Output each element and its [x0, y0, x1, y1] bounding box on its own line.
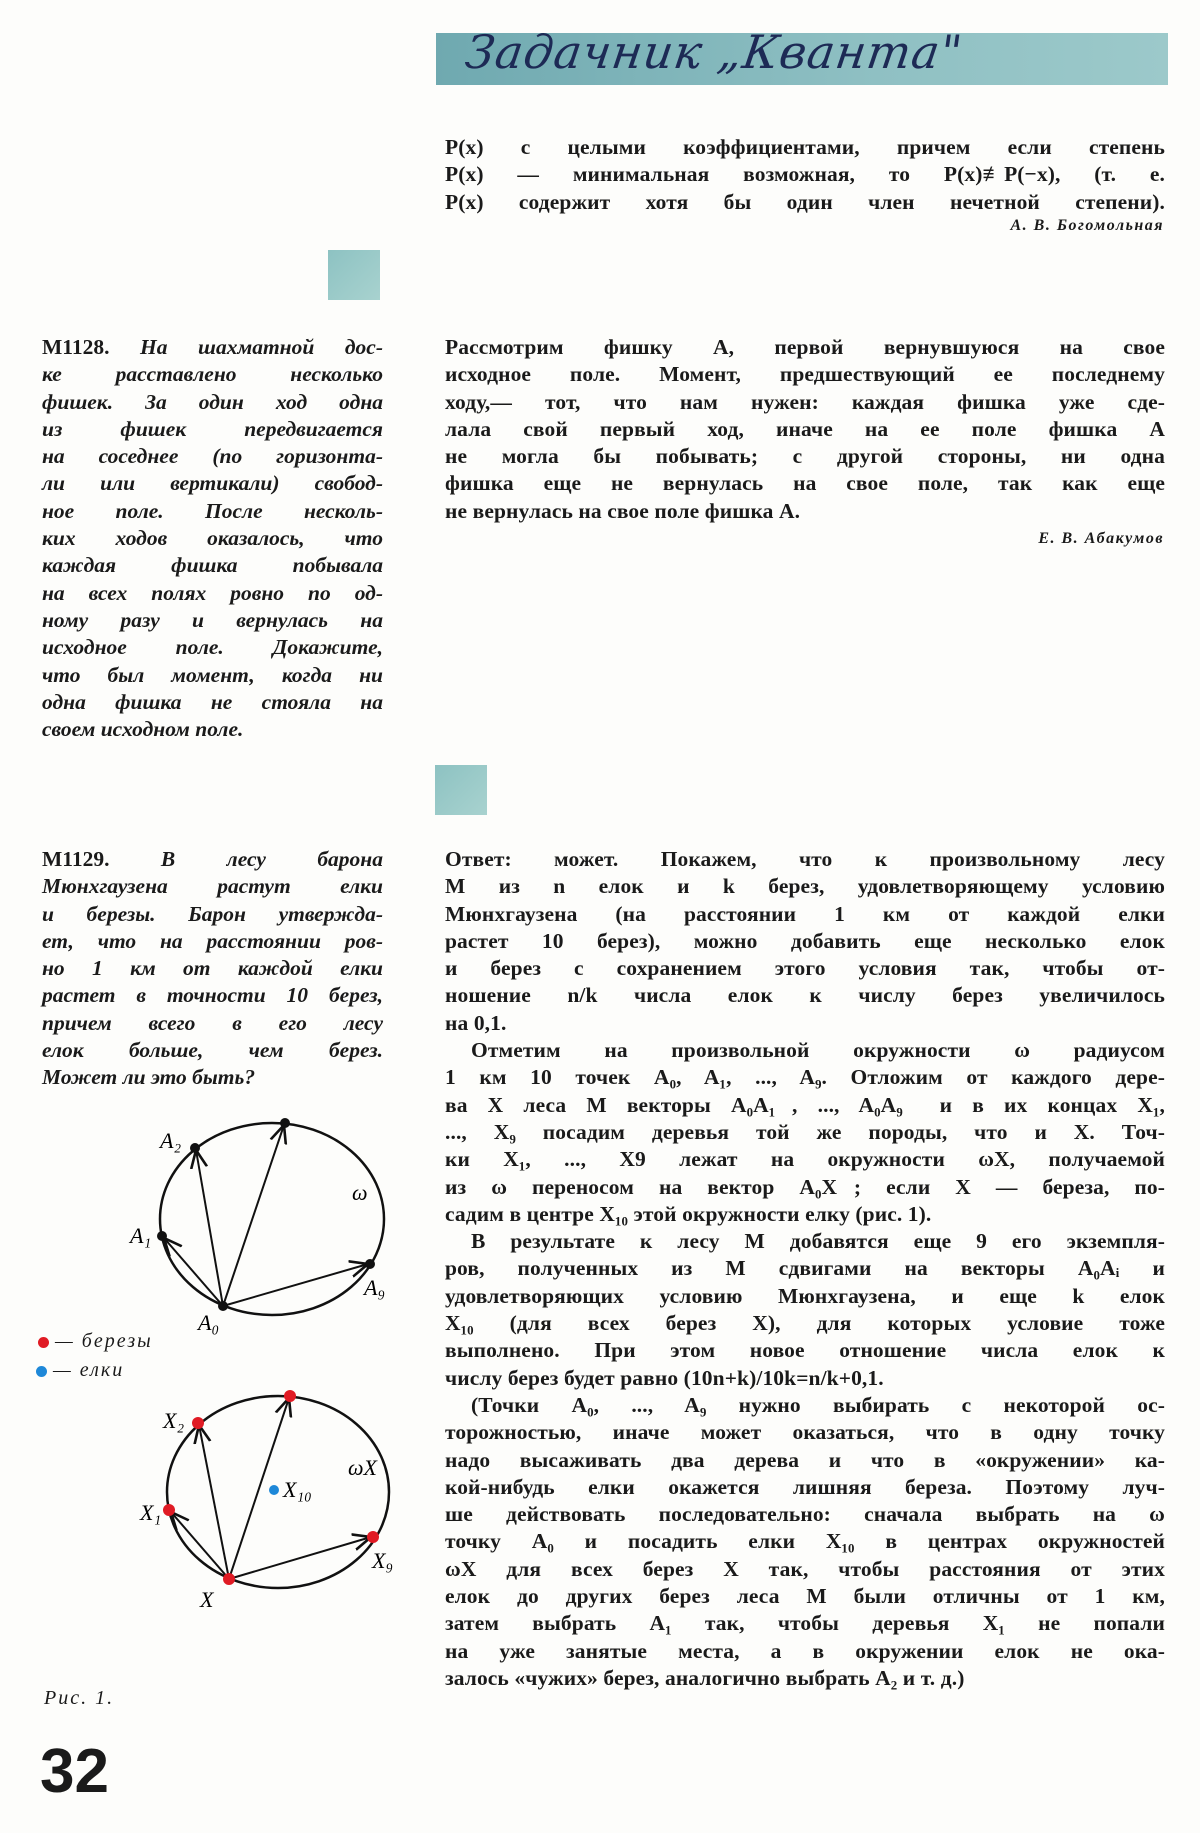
text-line: ва X леса M векторы A₀A₁⃗, ..., A₀A₉⃗ и в их концах X₁,: [445, 1092, 1165, 1117]
text-line: исходное поле. Момент, предшествующий ее последнему: [445, 362, 1165, 387]
text-line: Мюнхгаузена растут елки: [42, 874, 383, 899]
problem-number: M1129.: [42, 847, 110, 871]
text-line: каждая фишка побывала: [42, 553, 383, 578]
text-line: ωX для всех берез X так, чтобы расстояния от этих: [445, 1556, 1165, 1581]
text-line: ное поле. После несколь-: [42, 498, 383, 523]
circle-omega-x: [139, 1390, 393, 1612]
problem-text: На шахматной дос-: [109, 335, 383, 359]
point-label: X: [200, 1587, 214, 1612]
text-line: и берез с сохранением этого условия так, чтобы от-: [445, 956, 1165, 981]
text-line: точку A₀ и посадить елки X₁₀ в центрах окружностей: [445, 1529, 1165, 1554]
text-line: лала свой первый ход, иначе на ее поле фишка A: [445, 416, 1165, 441]
text-line: но 1 км от каждой елки: [42, 956, 383, 981]
text-line: садим в центре X₁₀ этой окружности елку (рис. 1).: [445, 1201, 932, 1226]
problem-text: В лесу барона: [109, 847, 383, 871]
text-line: выполнено. При этом новое отношение числа елок к: [445, 1338, 1165, 1363]
red-dot-icon: [38, 1337, 49, 1348]
author: Е. В. Абакумов: [1038, 530, 1164, 547]
text-line: удовлетворяющих условию Мюнхгаузена, и еще k елок: [445, 1283, 1165, 1308]
text-line: не могла бы побывать; с другой стороны, ни одна: [445, 444, 1165, 469]
text-line: ких ходов оказалось, что: [42, 526, 383, 551]
text-line: торожностью, иначе может оказаться, что в одну точку: [445, 1420, 1165, 1445]
text-line: M из n елок и k берез, удовлетворяющему условию: [445, 874, 1165, 899]
text-line: (Точки A₀, ..., A₉ нужно выбирать с некоторой ос-: [471, 1392, 1165, 1417]
text-line: X₁₀ (для всех берез X), для которых условие тоже: [445, 1311, 1165, 1336]
circle-omega: [128, 1118, 385, 1335]
point-label: A₂: [160, 1128, 182, 1153]
text-line: кой-нибудь елки окажется лишняя береза. Поэтому луч-: [445, 1474, 1165, 1499]
text-line: ке расставлено несколько: [42, 362, 383, 387]
section-title: Задачник „Кванта": [462, 25, 967, 79]
point-label: X₁: [140, 1500, 162, 1525]
text-line: на 0,1.: [445, 1010, 507, 1035]
legend-fir: [36, 1359, 124, 1382]
text-line: из фишек передвигается: [42, 416, 383, 441]
text-line: ше действовать последовательно: сначала выбрать на ω: [445, 1502, 1165, 1527]
text-line: фишек. За один ход одна: [42, 389, 383, 414]
legend-birch: [38, 1330, 153, 1353]
problem-number: M1128.: [42, 335, 110, 359]
text-line: на соседнее (по горизонта-: [42, 444, 383, 469]
text-line: Рассмотрим фишку A, первой вернувшуюся на свое: [445, 335, 1165, 359]
text-line: одна фишка не стояла на: [42, 689, 383, 714]
text-line: В результате к лесу M добавятся еще 9 его экземпля-: [471, 1229, 1165, 1254]
circle-label: ω: [352, 1180, 368, 1205]
text-line: елок до других берез леса M были отличны от 1 км,: [445, 1584, 1165, 1609]
text-line: надо высаживать два дерева и что в «окружении» ка-: [445, 1447, 1165, 1472]
point-label: X₉: [372, 1548, 394, 1573]
text-line: ..., X₉ посадим деревья той же породы, что и X. Точ-: [445, 1119, 1165, 1144]
text-line: причем всего в его лесу: [42, 1010, 383, 1035]
author: А. В. Богомольная: [1010, 217, 1164, 234]
text-line: ки X₁, ..., X9 лежат на окружности ωX, получаемой: [445, 1147, 1165, 1172]
text-line: не вернулась на свое поле фишка A.: [445, 498, 801, 523]
text-line: растет в точности 10 берез,: [42, 983, 383, 1008]
point-label: A₀: [198, 1310, 220, 1335]
text-line: Ответ: может. Покажем, что к произвольному лесу: [445, 847, 1165, 871]
page-number: 32: [40, 1737, 109, 1806]
circle-label: ωX: [348, 1455, 377, 1480]
legend-label: — березы: [55, 1330, 153, 1352]
center-label: X₁₀: [283, 1477, 312, 1502]
text-line: 1 км 10 точек A₀, A₁, ..., A₉. Отложим от каждого дере-: [445, 1065, 1165, 1090]
text-line: Отметим на произвольной окружности ω радиусом: [471, 1038, 1165, 1063]
text-line: ходу,— тот, что нам нужен: каждая фишка уже сде-: [445, 389, 1165, 414]
figure-caption: Рис. 1.: [44, 1687, 115, 1709]
legend-label: — елки: [53, 1359, 125, 1381]
text-line: P(x) содержит хотя бы один член нечетной степени).: [445, 189, 1165, 214]
text-line: на всех полях ровно по од-: [42, 580, 383, 605]
text-line: что был момент, когда ни: [42, 662, 383, 687]
point-label: X₂: [163, 1408, 185, 1433]
text-line: ли или вертикали) свобод-: [42, 471, 383, 496]
text-line: из ω переносом на вектор A₀X⃗; если X — береза, по-: [445, 1174, 1165, 1199]
text-line: на уже занятые места, а в окружении елок не ока-: [445, 1638, 1165, 1663]
text-line: растет 10 берез), можно добавить еще несколько елок: [445, 928, 1165, 953]
text-line: ному разу и вернулась на: [42, 607, 383, 632]
text-line: P(x) — минимальная возможная, то P(x)≢P(−x), (т. е.: [445, 162, 1165, 187]
text-line: Может ли это быть?: [42, 1065, 256, 1090]
text-line: и березы. Барон утвержда-: [42, 901, 383, 926]
text-line: фишка еще не вернулась на свое поле, так как еще: [445, 471, 1165, 496]
text-line: P(x) с целыми коэффициентами, причем если степень: [445, 135, 1165, 159]
point-label: A₉: [364, 1275, 386, 1300]
blue-dot-icon: [36, 1366, 47, 1377]
text-line: ров, полученных из M сдвигами на векторы A₀Aᵢ и: [445, 1256, 1165, 1281]
text-line: затем выбрать A₁ так, чтобы деревья X₁ не попали: [445, 1611, 1165, 1636]
text-line: ношение n/k числа елок к числу берез увеличилось: [445, 983, 1165, 1008]
text-line: своем исходном поле.: [42, 717, 244, 742]
text-line: Мюнхгаузена (на расстоянии 1 км от каждой елки: [445, 901, 1165, 926]
text-line: ет, что на расстоянии ров-: [42, 928, 383, 953]
text-line: исходное поле. Докажите,: [42, 635, 383, 660]
text-line: числу берез будет равно (10n+k)/10k=n/k+0,1.: [445, 1365, 884, 1390]
text-line: залось «чужих» берез, аналогично выбрать A₂ и т. д.): [445, 1665, 965, 1690]
text-line: елок больше, чем берез.: [42, 1038, 383, 1063]
point-label: A₁: [130, 1223, 152, 1248]
